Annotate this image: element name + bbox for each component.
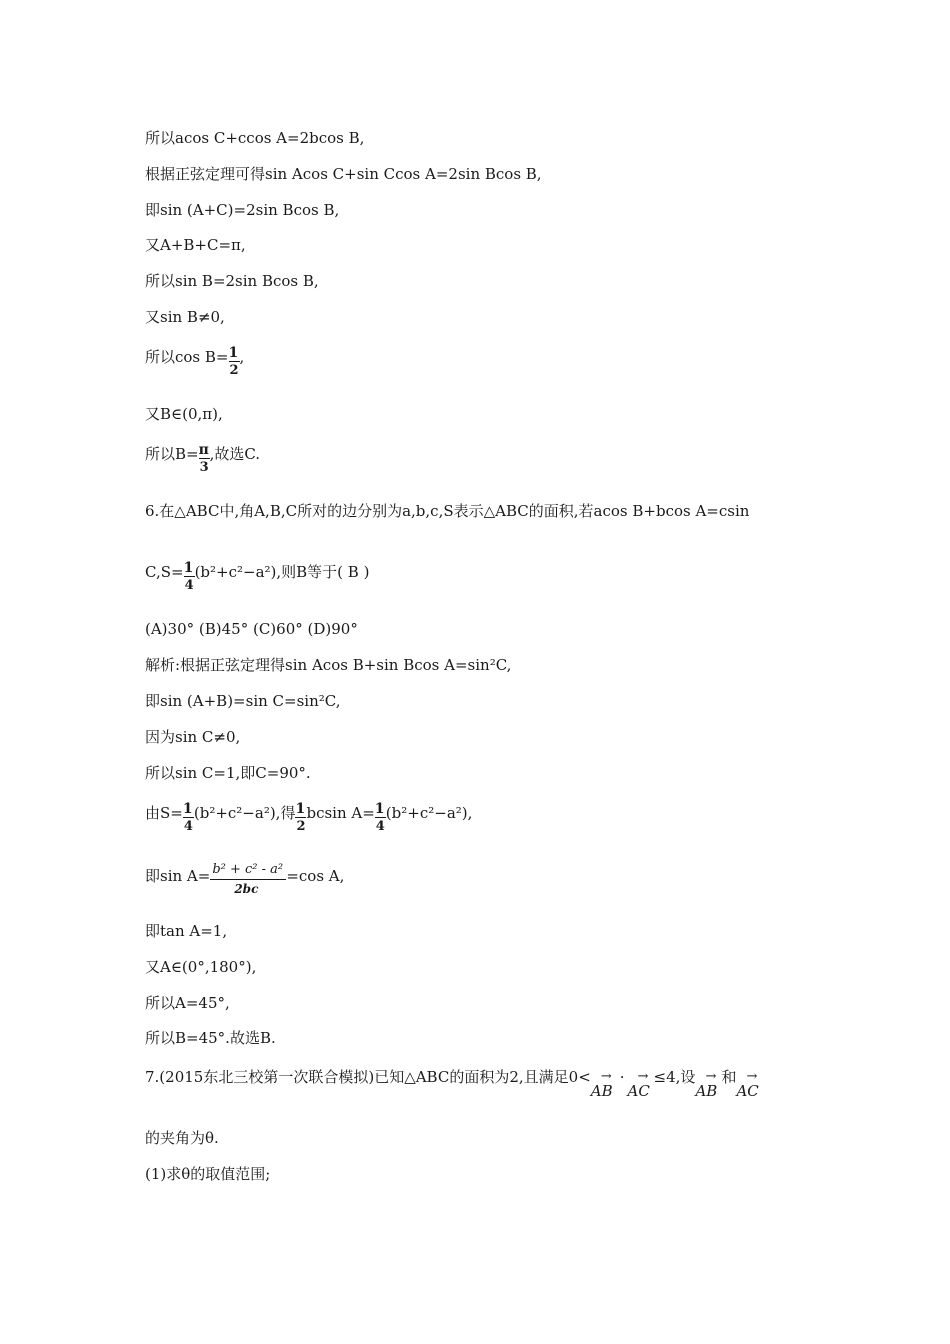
fraction-one-half xyxy=(228,345,240,378)
q6-s-text: C,S= xyxy=(145,563,184,581)
line-sine-law: 根据正弦定理可得sin Acos C+sin Ccos A=2sin Bcos B, xyxy=(145,165,542,183)
s5-text-b: (b²+c²−a²),得 xyxy=(193,804,296,822)
fraction-numerator: 1 xyxy=(182,801,193,817)
cos-b-comma: , xyxy=(239,348,245,366)
vector-arrow-icon: → xyxy=(637,1069,649,1084)
fraction-denominator: 4 xyxy=(183,819,193,834)
line-sin-b: 所以sin B=2sin Bcos B, xyxy=(145,272,319,290)
line-sin-b-nonzero: 又sin B≠0, xyxy=(145,308,225,326)
vector-ab xyxy=(695,1067,721,1100)
b-value-text: 所以B= xyxy=(145,445,199,463)
b-value-choice: ,故选C. xyxy=(209,445,261,463)
solution-line-6 xyxy=(145,862,345,896)
q6-answer-text: (b²+c²−a²),则B等于( B ) xyxy=(194,563,370,581)
vector-ac xyxy=(627,1067,654,1100)
vector-label: AC xyxy=(627,1082,650,1100)
fraction-numerator: 1 xyxy=(183,560,194,576)
fraction-denominator: 4 xyxy=(184,578,194,593)
fraction-denominator: 4 xyxy=(375,819,385,834)
solution-line-4: 所以sin C=1,即C=90°. xyxy=(145,764,311,782)
s5-text-c: bcsin A= xyxy=(306,804,375,822)
solution-line-3: 因为sin C≠0, xyxy=(145,728,241,746)
s5-text-d: (b²+c²−a²), xyxy=(385,804,473,822)
fraction-numerator: π xyxy=(198,442,209,458)
vector-label: AB xyxy=(590,1082,613,1100)
vector-ab xyxy=(590,1067,617,1100)
line-b-value xyxy=(145,442,261,475)
q7-text-b: ≤4,设 xyxy=(653,1068,696,1086)
line-cos-b xyxy=(145,345,245,378)
vector-ac xyxy=(736,1067,762,1100)
question-7-stem-cont: 的夹角为θ. xyxy=(145,1129,219,1147)
q7-text-c: 和 xyxy=(721,1068,737,1086)
vector-label: AC xyxy=(736,1082,759,1100)
line-angle-sum: 又A+B+C=π, xyxy=(145,236,246,254)
fraction-one-quarter xyxy=(182,801,194,834)
solution-line-7: 即tan A=1, xyxy=(145,922,228,940)
fraction-numerator: 1 xyxy=(228,345,239,361)
s5-text-a: 由S= xyxy=(145,804,183,822)
s6-text-a: 即sin A= xyxy=(145,867,211,885)
fraction-numerator: 1 xyxy=(374,801,385,817)
solution-line-1: 解析:根据正弦定理得sin Acos B+sin Bcos A=sin²C, xyxy=(145,656,512,674)
fraction-one-quarter xyxy=(183,560,195,593)
fraction-numerator: 1 xyxy=(295,801,306,817)
solution-line-2: 即sin (A+B)=sin C=sin²C, xyxy=(145,692,341,710)
vector-arrow-icon: → xyxy=(600,1069,612,1084)
line-b-interval: 又B∈(0,π), xyxy=(145,405,223,423)
fraction-cosine-law xyxy=(210,862,286,896)
fraction-denominator: 2bc xyxy=(234,882,259,896)
fraction-pi-third xyxy=(198,442,210,475)
cos-b-text: 所以cos B= xyxy=(145,348,229,366)
fraction-denominator: 2 xyxy=(229,363,239,378)
vector-label: AB xyxy=(695,1082,718,1100)
question-7-stem xyxy=(145,1067,762,1100)
fraction-one-quarter xyxy=(374,801,386,834)
solution-line-5 xyxy=(145,801,473,834)
vector-arrow-icon: → xyxy=(705,1069,717,1084)
line-sin-a-plus-c: 即sin (A+C)=2sin Bcos B, xyxy=(145,201,340,219)
question-6-stem: 6.在△ABC中,角A,B,C所对的边分别为a,b,c,S表示△ABC的面积,若acos B+bcos A=csin xyxy=(145,502,750,520)
fraction-numerator: b² + c² - a² xyxy=(212,862,284,877)
question-7-part-1: (1)求θ的取值范围; xyxy=(145,1165,271,1183)
q7-text-a: 7.(2015东北三校第一次联合模拟)已知△ABC的面积为2,且满足0< xyxy=(145,1068,591,1086)
dot-product-symbol: · xyxy=(619,1068,625,1086)
fraction-denominator: 2 xyxy=(296,819,306,834)
solution-line-9: 所以A=45°, xyxy=(145,994,230,1012)
solution-line-10: 所以B=45°.故选B. xyxy=(145,1029,276,1047)
line-acos: 所以acos C+ccos A=2bcos B, xyxy=(145,129,365,147)
solution-line-8: 又A∈(0°,180°), xyxy=(145,958,257,976)
fraction-one-half xyxy=(295,801,306,834)
question-6-stem-cont xyxy=(145,560,370,593)
fraction-denominator: 3 xyxy=(199,460,209,475)
s6-text-b: =cos A, xyxy=(286,867,345,885)
vector-arrow-icon: → xyxy=(746,1069,758,1084)
question-6-options: (A)30° (B)45° (C)60° (D)90° xyxy=(145,620,358,638)
